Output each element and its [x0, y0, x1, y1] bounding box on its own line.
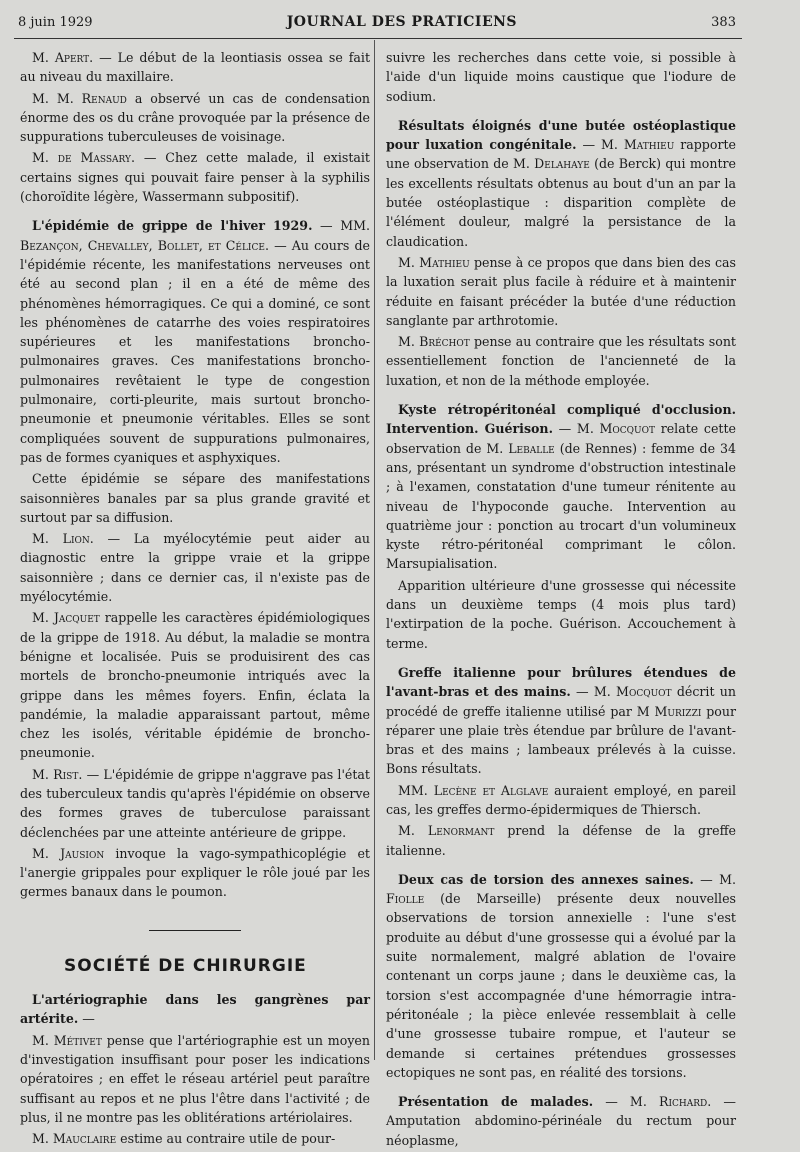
- paragraph: [20, 990, 370, 1029]
- author-name: Richard.: [658, 1094, 712, 1110]
- paragraph: [386, 870, 736, 1082]
- section-separator: [149, 930, 241, 931]
- dash: — M.: [693, 871, 737, 887]
- subsection-title: Présentation de malades.: [398, 1094, 594, 1110]
- author-name: M. Lion.: [32, 531, 94, 547]
- paragraph: [386, 332, 736, 390]
- paragraph-text: — La myélocytémie peut aider au diagnostic entre la grippe vraie et la grippe saisonnière ; dans ce dernier cas, il n'existe pas de myélocytémie.: [20, 531, 371, 605]
- paragraph-text: — Au cours de l'épidémie récente, les manifestations nerveuses ont été au second plan ; il en a été de même des phénomènes hémorragiques. Ce qui a dominé, ce sont les phénomènes de catarrhe des voies respiratoires supérieures et les manifestations broncho-pulmonaires graves. Ces manifestations broncho-pulmonaires revêtaient le type de congestion pulmonaire, corti-pleurite, mais surtout broncho-pneumonie et pneumonie véritables. Elles se sont compliquées souvent de suppurations pulmonaires, pas de formes cyaniques et asphyxiques.: [20, 237, 371, 465]
- paragraph-text: rappelle les caractères épidémiologiques de la grippe de 1918. Au début, la maladie se montra bénigne et localisée. Puis se produisirent des cas mortels de broncho-pneumonie intriqués avec la grippe dans les mêmes foyers. Enfin, éclata la pandémie, la maladie apparaissant partout, même chez les isolés, véritable épidémie de broncho-pneumonie.: [20, 610, 371, 761]
- dash: — M.: [570, 684, 617, 700]
- author-name: M. Lenormant: [398, 823, 495, 839]
- paragraph-text: relate cette observation de M.: [386, 421, 736, 456]
- dash: — M.: [576, 137, 624, 153]
- paragraph: [386, 663, 736, 779]
- author-name: M. Jausion: [32, 845, 105, 861]
- subsection-title: Résultats éloignés d'une butée ostéoplastique pour luxation congénitale.: [386, 117, 736, 153]
- dash: — M.: [552, 421, 600, 437]
- paragraph: [20, 89, 370, 147]
- paragraph: [20, 1129, 370, 1148]
- journal-title: JOURNAL DES PRATICIENS: [286, 14, 518, 30]
- author-name: M. Mathieu: [398, 254, 470, 270]
- paragraph-text: suivre les recherches dans cette voie, si possible à l'aide d'un liquide moins caustique que l'iodure de sodium.: [386, 50, 736, 104]
- paragraph-text: Cette épidémie se sépare des manifestations saisonnières banales par sa plus grande gravité et surtout par sa diffusion.: [20, 471, 370, 525]
- left-column: [20, 48, 370, 1150]
- paragraph-text: (de Marseille) présente deux nouvelles observations de torsion annexielle : l'une s'est produite au début d'une grossesse qui a évolué par la suite normalement, malgré ablation de l'ovaire contenant un corps jaune ; dans le deuxième cas, la torsion s'est accompagnée d'une hémorragie intra-péritonéale ; la pièce enlevée ressemblait à celle d'une grossesse tubaire rompue, et l'auteur se demande si certaines prétendues grossesses ectopiques ne sont pas, en réalité des torsions.: [386, 891, 736, 1080]
- paragraph: [20, 765, 370, 842]
- paragraph: [20, 608, 370, 762]
- paragraph: [386, 1092, 736, 1150]
- paragraph: [20, 48, 370, 87]
- paragraph: [386, 821, 736, 860]
- subsection-title: Deux cas de torsion des annexes saines.: [398, 871, 694, 887]
- author-name: M. de Massary.: [32, 150, 135, 166]
- column-divider: [374, 40, 375, 1060]
- author-name: M. Bréchot: [398, 334, 470, 350]
- header-date: 8 juin 1929: [18, 15, 93, 30]
- section-title: SOCIÉTÉ DE CHIRURGIE: [64, 955, 307, 976]
- page-number: 383: [711, 15, 736, 30]
- subsection-title: L'épidémie de grippe de l'hiver 1929.: [32, 218, 313, 234]
- header-rule: [14, 38, 742, 39]
- paragraph-text: pense à ce propos que dans bien des cas la luxation serait plus facile à réduire et à maintenir réduite en faisant précéder la butée d'une réduction sanglante par arthrotomie.: [386, 254, 736, 328]
- author-name: Bezançon, Chevalley, Bollet, et Célice.: [20, 237, 269, 253]
- paragraph: [20, 469, 370, 527]
- paragraph: [20, 1031, 370, 1127]
- dash: —: [78, 1011, 95, 1027]
- author-name: Mathieu: [623, 137, 675, 153]
- author-name: M. M. Renaud: [32, 90, 127, 106]
- page-header: [18, 14, 736, 36]
- paragraph-text: MM.: [398, 782, 434, 798]
- right-column: [386, 48, 736, 1152]
- author-name: Lecène et Alglave: [433, 782, 549, 798]
- subsection-title: Kyste rétropéritonéal compliqué d'occlusion. Intervention. Guérison.: [386, 402, 736, 437]
- paragraph-text: — Chez cette malade, il existait certains signes qui pouvait faire penser à la syphilis (choroïdite légère, Wassermann subpositif).: [20, 150, 370, 205]
- author-name: M. Mauclaire: [32, 1131, 117, 1147]
- paragraph: [20, 529, 370, 606]
- paragraph: [386, 400, 736, 574]
- author-name: Delahaye: [534, 156, 590, 172]
- author-name: M. Apert.: [32, 50, 94, 65]
- paragraph-text: — Amputation abdomino-périnéale du rectum pour néoplasme,: [386, 1094, 736, 1148]
- paragraph-text: (de Berck) qui montre les excellents résultats obtenus au bout d'un an par la butée ostéoplastique : disparition complète de l'élément douleur, malgré la persistance de la claudication.: [386, 156, 736, 249]
- paragraph-text: prend la défense de la greffe italienne.: [386, 823, 736, 858]
- subsection-title: L'artériographie dans les gangrènes par artérite.: [20, 992, 370, 1027]
- paragraph-text: rapporte une observation de M.: [386, 137, 736, 172]
- paragraph: [386, 116, 736, 251]
- paragraph-text: Apparition ultérieure d'une grossesse qui nécessite dans un deuxième temps (4 mois plus tard) l'extirpation de la poche. Guérison. Accouchement à terme.: [386, 577, 736, 651]
- paragraph: [20, 148, 370, 206]
- author-name: M. Métivet: [32, 1032, 102, 1048]
- author-name: Murizzi: [654, 703, 702, 719]
- paragraph-text: estime au contraire utile de pour-: [116, 1131, 336, 1147]
- paragraph-text: — Le début de la leontiasis ossea se fait au niveau du maxillaire.: [20, 50, 371, 85]
- author-name: Leballe: [508, 440, 555, 456]
- dash: — M.: [593, 1094, 659, 1110]
- author-name: M. Rist.: [32, 766, 83, 782]
- author-name: M. Jacquet: [32, 610, 100, 626]
- paragraph: [386, 48, 736, 106]
- dash: — MM.: [312, 218, 370, 234]
- paragraph-text: auraient employé, en pareil cas, les greffes dermo-épidermiques de Thiersch.: [386, 782, 736, 817]
- author-name: Mocquot: [616, 684, 672, 700]
- author-name: Fiolle: [386, 891, 425, 907]
- subsection-title: Greffe italienne pour brûlures étendues de l'avant-bras et des mains.: [386, 664, 736, 700]
- paragraph-text: — L'épidémie de grippe n'aggrave pas l'état des tuberculeux tandis qu'après l'épidémie on observe des formes graves de tuberculose paraissant déclenchées par une atteinte antérieure de grippe.: [20, 766, 370, 840]
- paragraph: [386, 576, 736, 653]
- author-name: Mocquot: [599, 421, 656, 437]
- paragraph-text: pense au contraire que les résultats sont essentiellement fonction de l'ancienneté de la luxation, et non de la méthode employée.: [386, 334, 736, 388]
- paragraph-text: décrit un procédé de greffe italienne utilisé par M: [386, 684, 736, 719]
- paragraph-text: invoque la vago-sympathicoplégie et l'anergie grippales pour expliquer le rôle joué par les germes banaux dans le poumon.: [20, 845, 370, 900]
- paragraph: [20, 216, 370, 467]
- paragraph-text: pense que l'artériographie est un moyen d'investigation insuffisant pour poser les indications opératoires ; en effet le réseau artériel peut paraître suffisant au repos et ne plus l'être dans l'activité ; de plus, il ne montre pas les oblitérations artériolaires.: [20, 1032, 370, 1125]
- paragraph-text: pour réparer une plaie très étendue par brûlure de l'avant-bras et des mains ; lambeaux prélevés à la cuisse. Bons résultats.: [386, 703, 736, 777]
- paragraph: [20, 844, 370, 902]
- paragraph-text: (de Rennes) : femme de 34 ans, présentant un syndrome d'obstruction intestinale ; à l'examen, constatation d'une tumeur rénitente au niveau de l'hypoconde gauche. Intervention au quatrième jour : ponction au trocart d'un volumineux kyste rétro-péritonéal comprimant le côlon. Marsupialisation.: [386, 440, 736, 572]
- paragraph: [386, 781, 736, 820]
- paragraph: [386, 253, 736, 330]
- paragraph-text: a observé un cas de condensation énorme des os du crâne provoquée par la présence de suppurations tuberculeuses de voisinage.: [20, 90, 371, 145]
